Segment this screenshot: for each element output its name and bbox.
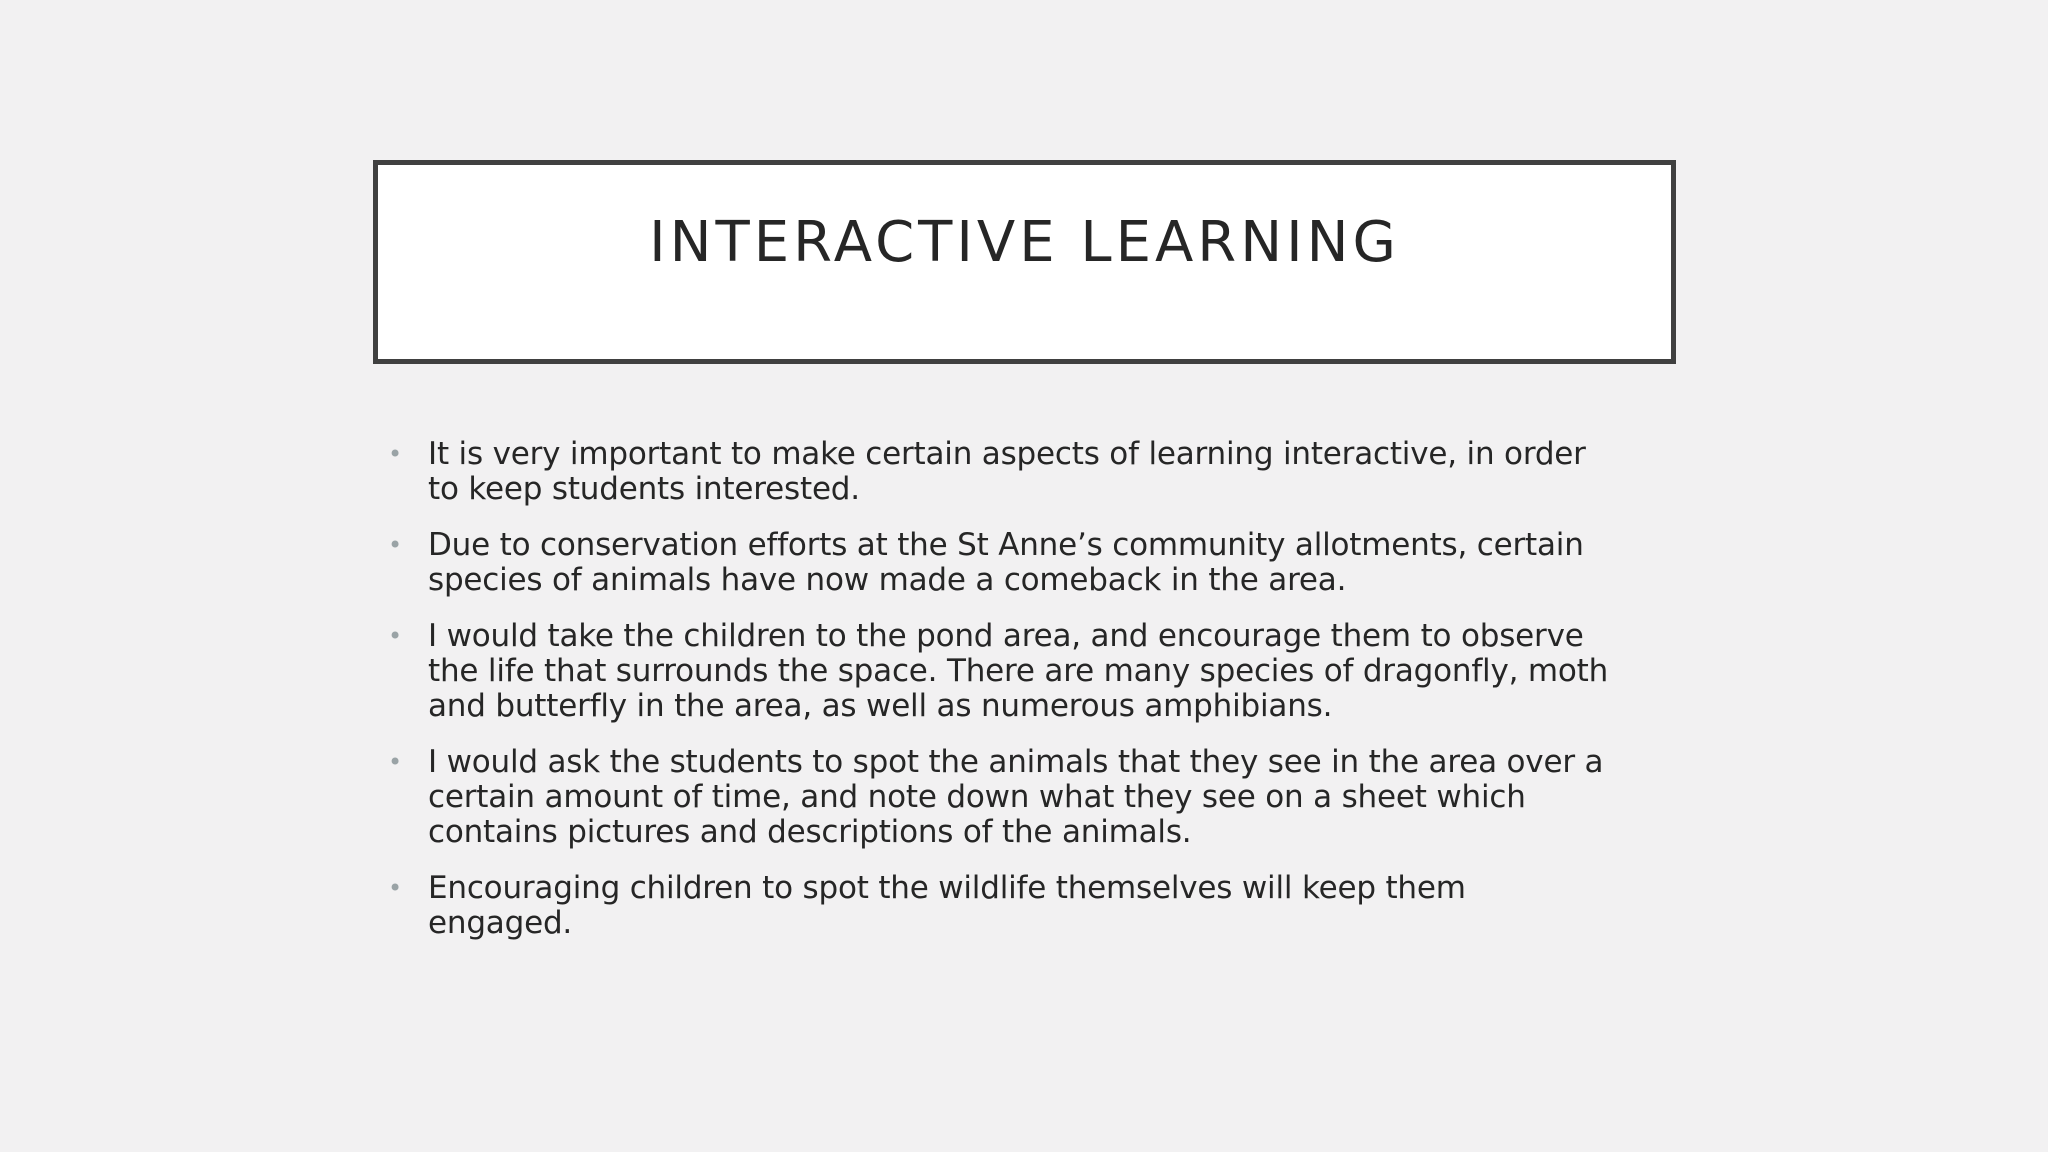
bullet-icon: • (388, 622, 402, 650)
bullet-icon: • (388, 440, 402, 468)
bullet-line: It is very important to make certain aspects of learning interactive, in order (428, 436, 1586, 472)
bullet-line: I would take the children to the pond area, and encourage them to observe (428, 618, 1584, 654)
bullet-line: the life that surrounds the space. There are many species of dragonfly, moth (428, 653, 1609, 689)
bullet-icon: • (388, 874, 402, 902)
bullet-line: species of animals have now made a comeback in the area. (428, 562, 1347, 598)
bullet-item (388, 619, 1688, 724)
bullet-icon: • (388, 531, 402, 559)
bullet-line: I would ask the students to spot the animals that they see in the area over a (428, 744, 1604, 780)
bullet-icon: • (388, 748, 402, 776)
bullet-item (388, 437, 1688, 507)
bullet-line: Due to conservation efforts at the St Anne’s community allotments, certain (428, 527, 1584, 563)
slide-title: INTERACTIVE LEARNING (649, 210, 1400, 275)
title-box (373, 160, 1676, 364)
bullet-item (388, 871, 1688, 941)
bullet-line: engaged. (428, 905, 573, 941)
bullet-line: to keep students interested. (428, 471, 860, 507)
bullet-item (388, 745, 1688, 850)
bullet-item (388, 528, 1688, 598)
bullet-line: certain amount of time, and note down what they see on a sheet which (428, 779, 1526, 815)
bullet-line: contains pictures and descriptions of the animals. (428, 814, 1192, 850)
bullet-line: Encouraging children to spot the wildlife themselves will keep them (428, 870, 1466, 906)
bullet-list (388, 437, 1688, 962)
bullet-line: and butterfly in the area, as well as numerous amphibians. (428, 688, 1333, 724)
